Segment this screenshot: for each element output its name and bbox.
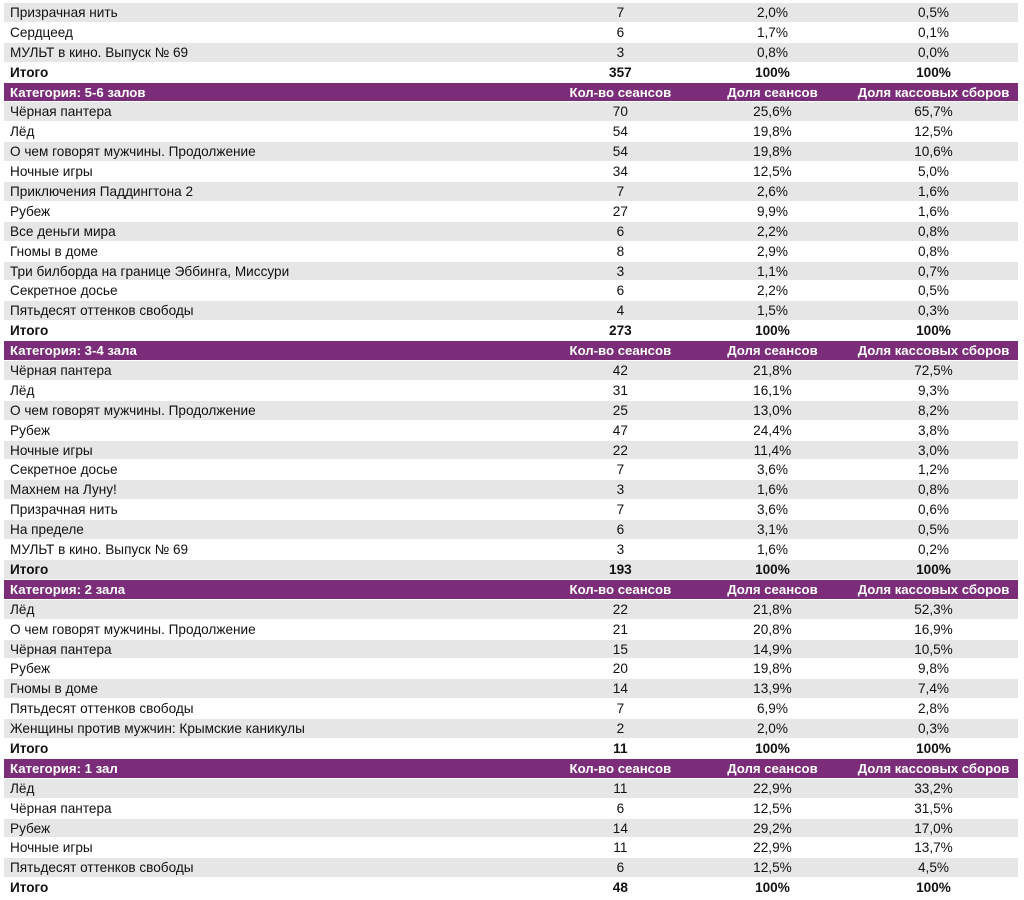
film-title: О чем говорят мужчины. Продолжение [10,144,256,160]
session-count: 6 [616,860,625,876]
category-header [4,341,1018,361]
total-row [4,321,1018,341]
film-title: Лёд [10,124,35,140]
table-row [4,480,1018,500]
session-count: 11 [613,840,628,856]
session-count: 54 [612,124,628,140]
table-row [4,421,1018,441]
total-box-share: 100% [916,64,951,80]
film-title: МУЛЬТ в кино. Выпуск № 69 [10,44,189,60]
film-title: Лёд [10,382,35,398]
session-count: 6 [616,24,625,40]
session-count: 20 [612,661,628,677]
box-office-share: 0,6% [918,502,949,518]
box-office-share: 5,0% [918,164,949,180]
session-share: 29,2% [753,820,792,836]
category-title: Категория: 3-4 зала [10,343,137,359]
film-title: Ночные игры [10,840,93,856]
session-share: 21,8% [753,363,792,379]
table-row [4,262,1018,282]
category-title: Категория: 5-6 залов [10,84,146,100]
table-row [4,679,1018,699]
film-title: На пределе [10,522,84,538]
session-share: 6,9% [756,701,788,717]
film-title: О чем говорят мужчины. Продолжение [10,402,256,418]
box-office-table [4,3,1018,898]
film-title: Ночные игры [10,442,93,458]
session-share: 3,1% [756,522,788,538]
session-count: 15 [612,641,628,657]
session-count: 6 [616,283,625,299]
session-count: 31 [612,382,628,398]
session-count: 3 [616,542,625,558]
sessions-header: Кол-во сеансов [569,760,672,776]
box-office-share: 52,3% [914,601,953,617]
session-count: 7 [616,462,625,478]
film-title: Все деньги мира [10,223,116,239]
film-title: Секретное досье [10,283,118,299]
session-share: 2,2% [756,283,788,299]
total-session-share: 100% [755,880,790,896]
session-share: 22,9% [753,780,792,796]
table-row [4,838,1018,858]
category-title: Категория: 1 зал [10,760,118,776]
table-row [4,779,1018,799]
table-row [4,142,1018,162]
film-title: О чем говорят мужчины. Продолжение [10,621,256,637]
category-header [4,580,1018,600]
total-row [4,878,1018,898]
total-sessions: 357 [609,64,632,80]
session-count: 47 [612,422,628,438]
box-office-share: 0,5% [918,522,949,538]
session-share: 12,5% [753,164,792,180]
film-title: Лёд [10,601,35,617]
session-share: 3,6% [756,462,788,478]
total-box-share: 100% [916,740,951,756]
table-row [4,381,1018,401]
table-row [4,540,1018,560]
film-title: Пятьдесят оттенков свободы [10,303,194,319]
session-count: 6 [616,522,625,538]
box-office-share: 0,2% [918,542,949,558]
film-title: Лёд [10,780,35,796]
film-title: Чёрная пантера [10,641,112,657]
box-office-share: 7,4% [918,681,949,697]
box-office-share: 0,7% [918,263,949,279]
film-title: Рубеж [10,203,51,219]
session-share: 2,2% [756,223,788,239]
table-row [4,401,1018,421]
table-row [4,600,1018,620]
box-office-share: 31,5% [914,800,953,816]
table-row [4,102,1018,122]
box-share-header: Доля кассовых сборов [857,84,1010,100]
table-row [4,799,1018,819]
session-share: 2,6% [756,184,788,200]
box-office-share: 16,9% [914,621,953,637]
session-share: 1,6% [756,542,788,558]
film-title: Рубеж [10,661,51,677]
session-share: 1,7% [756,24,788,40]
session-count: 8 [616,243,625,259]
table-row [4,281,1018,301]
total-sessions: 48 [612,880,628,896]
total-session-share: 100% [755,323,790,339]
sessions-header: Кол-во сеансов [569,84,672,100]
box-office-share: 2,8% [918,701,949,717]
session-count: 14 [612,820,628,836]
total-label: Итого [10,64,49,80]
session-count: 22 [612,442,628,458]
session-count: 25 [612,402,628,418]
table-row [4,222,1018,242]
table-row [4,659,1018,679]
total-box-share: 100% [916,561,951,577]
box-office-share: 17,0% [914,820,953,836]
total-sessions: 193 [609,561,632,577]
session-share: 3,6% [756,502,788,518]
session-count: 70 [612,104,628,120]
table-row [4,500,1018,520]
session-share: 16,1% [753,382,792,398]
film-title: Три билборда на границе Эббинга, Миссури [10,263,290,279]
session-share: 19,8% [753,144,792,160]
session-share: 19,8% [753,124,792,140]
session-count: 21 [612,621,628,637]
total-label: Итого [10,323,49,339]
category-title: Категория: 2 зала [10,581,126,597]
box-office-share: 0,8% [918,223,949,239]
box-office-share: 10,5% [914,641,953,657]
table-row [4,460,1018,480]
film-title: МУЛЬТ в кино. Выпуск № 69 [10,542,189,558]
session-share-header: Доля сеансов [727,760,818,776]
session-share: 2,0% [756,5,788,20]
film-title: Чёрная пантера [10,800,112,816]
box-office-share: 10,6% [914,144,953,160]
total-box-share: 100% [916,880,951,896]
box-office-share: 65,7% [914,104,953,120]
box-office-share: 0,5% [918,5,949,20]
box-share-header: Доля кассовых сборов [857,760,1010,776]
film-title: Чёрная пантера [10,104,112,120]
session-count: 14 [612,681,628,697]
box-share-header: Доля кассовых сборов [857,581,1010,597]
session-count: 34 [612,164,628,180]
box-office-share: 13,7% [914,840,953,856]
box-office-share: 12,5% [914,124,953,140]
session-share: 11,4% [753,442,792,458]
box-office-share: 33,2% [914,780,953,796]
session-share: 9,9% [756,203,788,219]
box-office-share: 1,6% [918,203,949,219]
table-row [4,719,1018,739]
total-session-share: 100% [755,561,790,577]
session-count: 22 [612,601,628,617]
film-title: Рубеж [10,422,51,438]
film-title: Призрачная нить [10,502,118,518]
total-row [4,739,1018,759]
session-share-header: Доля сеансов [727,84,818,100]
session-share: 1,6% [756,482,788,498]
film-title: Ночные игры [10,164,93,180]
session-count: 7 [616,5,625,20]
table-row [4,3,1018,23]
film-title: Гномы в доме [10,243,98,259]
box-share-header: Доля кассовых сборов [857,343,1010,359]
category-header [4,759,1018,779]
film-title: Женщины против мужчин: Крымские каникулы [10,721,305,737]
session-share: 14,9% [753,641,792,657]
table-row [4,242,1018,262]
box-office-share: 4,5% [918,860,949,876]
film-title: Призрачная нить [10,5,118,20]
session-count: 7 [616,184,625,200]
table-row [4,43,1018,63]
session-share: 19,8% [753,661,792,677]
session-count: 11 [613,780,628,796]
session-share: 12,5% [753,800,792,816]
session-count: 4 [616,303,625,319]
box-office-share: 1,6% [918,184,949,200]
total-session-share: 100% [755,740,790,756]
table-row [4,620,1018,640]
table-row [4,441,1018,461]
table-row [4,202,1018,222]
film-title: Приключения Паддингтона 2 [10,184,194,200]
session-count: 3 [616,44,625,60]
table-row [4,301,1018,321]
session-count: 6 [616,800,625,816]
session-count: 6 [616,223,625,239]
table-row [4,819,1018,839]
film-title: Пятьдесят оттенков свободы [10,701,194,717]
film-title: Рубеж [10,820,51,836]
session-share: 2,0% [756,721,788,737]
session-count: 27 [612,203,628,219]
film-title: Чёрная пантера [10,363,112,379]
session-count: 7 [616,502,625,518]
session-share: 1,5% [756,303,788,319]
table-row [4,182,1018,202]
box-office-share: 0,1% [918,24,949,40]
table-row [4,520,1018,540]
total-label: Итого [10,740,49,756]
session-share: 24,4% [753,422,792,438]
session-share: 20,8% [753,621,792,637]
sessions-header: Кол-во сеансов [569,343,672,359]
film-title: Сердцеед [10,24,73,40]
table-row [4,162,1018,182]
session-count: 7 [616,701,625,717]
session-share: 1,1% [756,263,788,279]
table-row [4,122,1018,142]
table-row [4,858,1018,878]
total-row [4,560,1018,580]
session-count: 2 [616,721,625,737]
session-share: 13,0% [753,402,792,418]
total-label: Итого [10,561,49,577]
session-share: 22,9% [753,840,792,856]
table-row [4,699,1018,719]
box-office-share: 0,3% [918,303,949,319]
session-count: 42 [612,363,628,379]
session-share: 13,9% [753,681,792,697]
total-box-share: 100% [916,323,951,339]
total-sessions: 273 [609,323,632,339]
box-office-share: 0,8% [918,243,949,259]
category-header [4,83,1018,103]
box-office-share: 9,8% [918,661,949,677]
total-sessions: 11 [613,740,628,756]
sessions-header: Кол-во сеансов [569,581,672,597]
box-office-share: 9,3% [918,382,949,398]
film-title: Махнем на Луну! [10,482,117,498]
film-title: Секретное досье [10,462,118,478]
session-count: 54 [612,144,628,160]
table-row [4,640,1018,660]
session-count: 3 [616,263,625,279]
box-office-share: 72,5% [914,363,953,379]
total-label: Итого [10,880,49,896]
film-title: Пятьдесят оттенков свободы [10,860,194,876]
session-share: 2,9% [756,243,788,259]
box-office-share: 3,0% [918,442,949,458]
film-title: Гномы в доме [10,681,98,697]
session-share: 12,5% [753,860,792,876]
session-share: 21,8% [753,601,792,617]
box-office-share: 1,2% [918,462,949,478]
session-share-header: Доля сеансов [727,343,818,359]
box-office-share: 0,8% [918,482,949,498]
table-row [4,361,1018,381]
session-share: 0,8% [756,44,788,60]
table-row [4,23,1018,43]
box-office-share: 8,2% [918,402,949,418]
session-count: 3 [616,482,625,498]
box-office-share: 0,5% [918,283,949,299]
session-share-header: Доля сеансов [727,581,818,597]
box-office-share: 0,3% [918,721,949,737]
box-office-share: 3,8% [918,422,949,438]
total-session-share: 100% [755,64,790,80]
total-row [4,63,1018,83]
session-share: 25,6% [753,104,792,120]
box-office-share: 0,0% [918,44,949,60]
